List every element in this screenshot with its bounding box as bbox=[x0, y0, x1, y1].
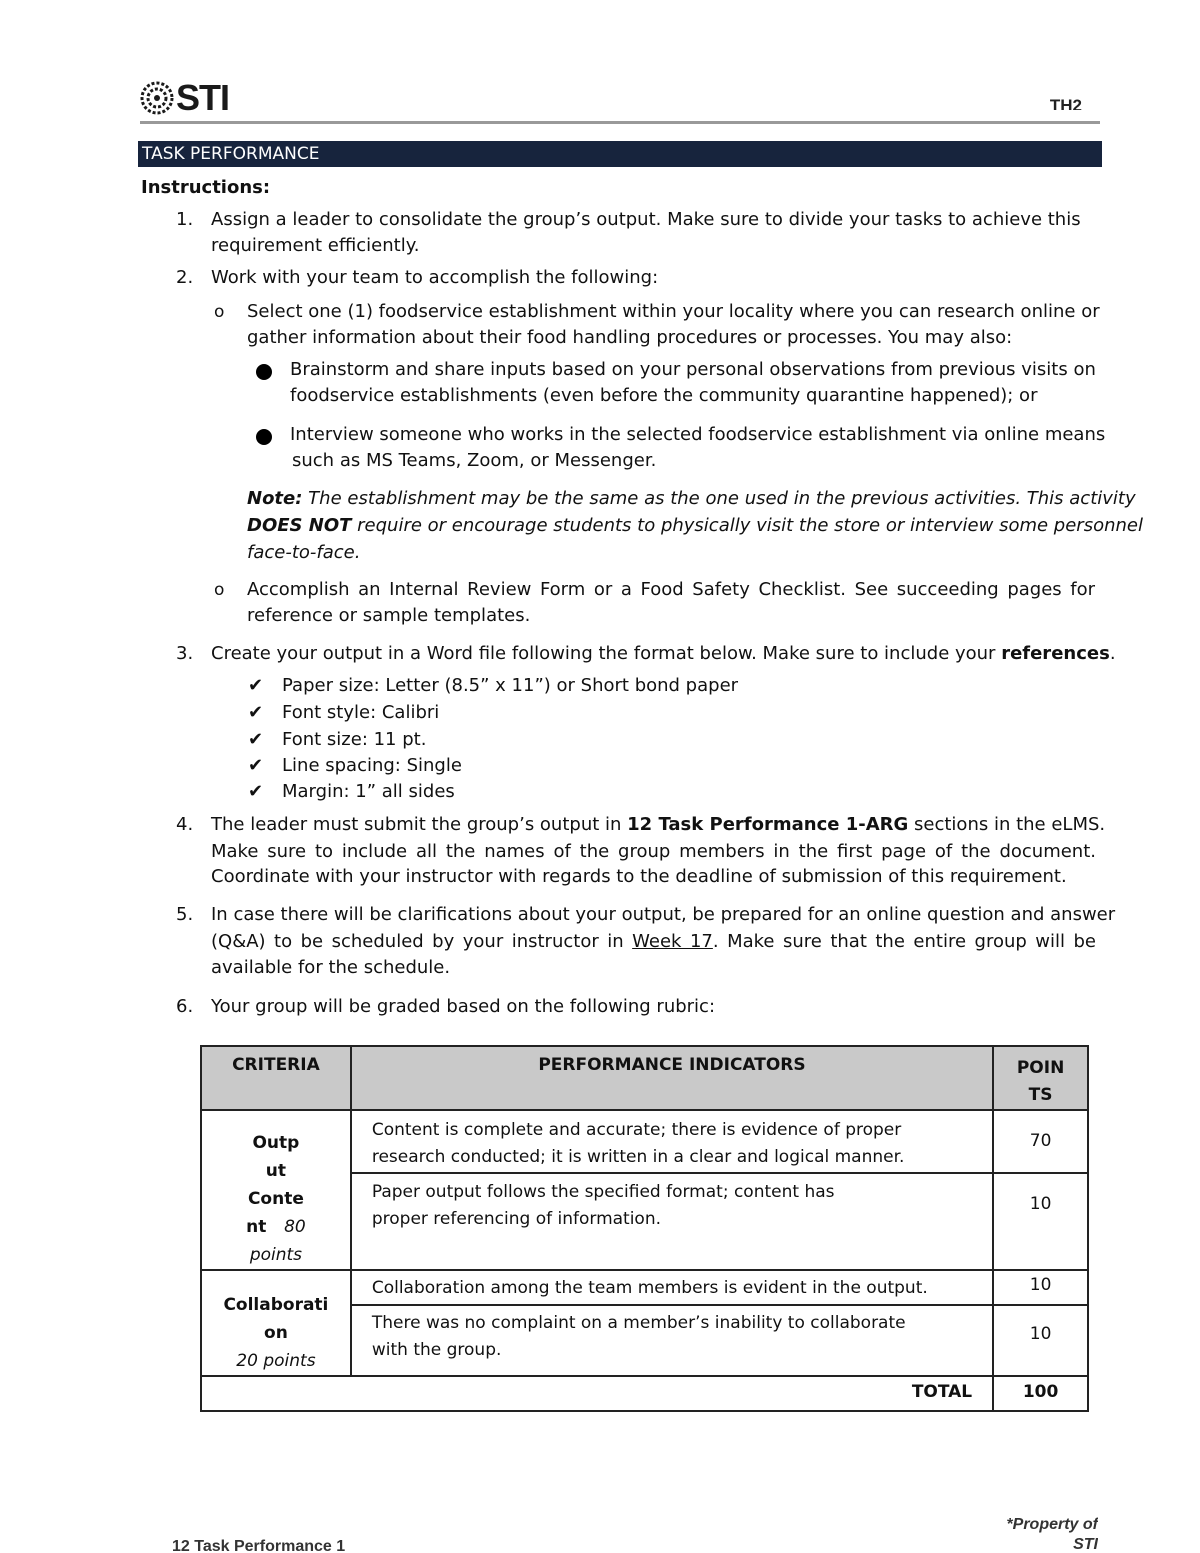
bullet-2-line-1: Interview someone who works in the selected foodservice establishment via online means bbox=[290, 424, 1106, 445]
format-item: Font style: Calibri bbox=[282, 702, 440, 723]
header-rule bbox=[140, 121, 1100, 124]
checkmark-icon: ✔ bbox=[248, 702, 264, 723]
bullet-2-line-2: such as MS Teams, Zoom, or Messenger. bbox=[292, 450, 657, 471]
note-line-3: face-to-face. bbox=[247, 542, 361, 563]
indicator-cell bbox=[351, 1305, 993, 1376]
header-criteria bbox=[201, 1046, 351, 1110]
indicator-text: proper referencing of information. bbox=[371, 1209, 662, 1230]
footer-property-line-1: *Property of bbox=[1006, 1516, 1098, 1533]
criteria-output-content bbox=[201, 1110, 351, 1270]
item-5-text-end: . Make sure that the entire group will be bbox=[712, 931, 1096, 952]
criteria-points: 80 bbox=[284, 1217, 306, 1237]
indicator-text: with the group. bbox=[371, 1340, 502, 1361]
rubric-table bbox=[200, 1045, 1089, 1412]
criteria-points: 20 points bbox=[236, 1351, 316, 1371]
total-row bbox=[201, 1376, 1088, 1411]
logo-text: STI bbox=[176, 77, 230, 118]
criteria-text: ut bbox=[265, 1161, 287, 1181]
item-4-text-end: sections in the eLMS. bbox=[908, 814, 1106, 835]
header-points bbox=[993, 1046, 1088, 1110]
item-3-punct: . bbox=[1109, 643, 1116, 664]
bullet-1-line-1: Brainstorm and share inputs based on your personal observations from previous visits on bbox=[290, 359, 1096, 380]
item-5-line-2 bbox=[211, 931, 1096, 952]
table-header-row bbox=[201, 1046, 1088, 1110]
format-item: Margin: 1” all sides bbox=[282, 781, 455, 802]
item-4-bold: 12 Task Performance 1-ARG bbox=[627, 814, 909, 835]
note-text-2: require or encourage students to physically visit the store or interview some personnel bbox=[351, 515, 1143, 536]
item-5-line-1: In case there will be clarifications about your output, be prepared for an online question and answer bbox=[211, 904, 1116, 925]
item-3-line-1 bbox=[211, 643, 1116, 664]
header-points-line-2: TS bbox=[1028, 1085, 1053, 1105]
item-number: 4. bbox=[176, 814, 194, 835]
bullet-1-line-2: foodservice establishments (even before the community quarantine happened); or bbox=[290, 385, 1038, 406]
criteria-collaboration bbox=[201, 1270, 351, 1376]
table-row bbox=[201, 1270, 1088, 1305]
checkmark-icon: ✔ bbox=[248, 755, 264, 776]
instructions-label: Instructions: bbox=[141, 177, 271, 198]
section-title: TASK PERFORMANCE bbox=[138, 141, 1102, 167]
note-text-1: The establishment may be the same as the one used in the previous activities. This activity bbox=[302, 488, 1136, 509]
format-item: Line spacing: Single bbox=[282, 755, 462, 776]
checkmark-icon: ✔ bbox=[248, 781, 264, 802]
item-4-line-1 bbox=[211, 814, 1106, 835]
document-code: TH2 bbox=[1049, 96, 1082, 110]
header-points-line-1: POIN bbox=[1016, 1058, 1065, 1078]
item-number: 6. bbox=[176, 996, 194, 1017]
globe-logo-icon bbox=[140, 81, 174, 115]
filled-bullet-icon bbox=[256, 429, 272, 445]
accomplish-line-2: reference or sample templates. bbox=[247, 605, 531, 626]
points-cell: 10 bbox=[993, 1173, 1088, 1270]
table-row bbox=[201, 1110, 1088, 1173]
note-line-2 bbox=[247, 515, 1143, 536]
item-4-line-2: Make sure to include all the names of the group members in the first page of the document. bbox=[211, 841, 1096, 862]
format-item: Font size: 11 pt. bbox=[282, 729, 427, 750]
footer-title: 12 Task Performance 1 bbox=[172, 1538, 346, 1553]
item-number: 5. bbox=[176, 904, 194, 925]
footer-property-line-2: STI bbox=[1073, 1536, 1098, 1553]
indicator-text: Collaboration among the team members is evident in the output. bbox=[371, 1278, 928, 1298]
item-number: 1. bbox=[176, 209, 194, 230]
note-emphasis: DOES NOT bbox=[247, 515, 352, 536]
total-value: 100 bbox=[993, 1376, 1088, 1411]
format-item: Paper size: Letter (8.5” x 11”) or Short bond paper bbox=[282, 675, 739, 696]
total-label: TOTAL bbox=[201, 1376, 993, 1411]
hollow-bullet-icon: o bbox=[214, 302, 225, 322]
criteria-text: Collaborati bbox=[223, 1295, 329, 1315]
indicator-cell bbox=[351, 1270, 993, 1305]
indicator-text: Paper output follows the specified format; content has bbox=[371, 1182, 835, 1203]
criteria-text: Conte bbox=[247, 1189, 304, 1209]
week-reference: Week 17 bbox=[632, 931, 713, 952]
item-1-line-1: Assign a leader to consolidate the group’s output. Make sure to divide your tasks to achieve this bbox=[211, 209, 1081, 230]
note-label: Note: bbox=[247, 488, 303, 509]
item-4-line-3: Coordinate with your instructor with regards to the deadline of submission of this requirement. bbox=[211, 866, 1067, 887]
header-indicators-label: PERFORMANCE INDICATORS bbox=[538, 1055, 806, 1075]
points-cell: 10 bbox=[993, 1270, 1088, 1305]
indicator-cell bbox=[351, 1173, 993, 1270]
points-cell: 10 bbox=[993, 1305, 1088, 1376]
filled-bullet-icon bbox=[256, 364, 272, 380]
item-5-text: (Q&A) to be scheduled by your instructor in bbox=[211, 931, 633, 952]
criteria-text: nt bbox=[246, 1217, 267, 1237]
indicator-text: research conducted; it is written in a clear and logical manner. bbox=[371, 1147, 905, 1167]
item-number: 2. bbox=[176, 267, 194, 288]
indicator-text: Content is complete and accurate; there is evidence of proper bbox=[371, 1120, 902, 1140]
criteria-text: Outp bbox=[252, 1133, 300, 1153]
sti-logo bbox=[140, 77, 230, 118]
indicator-text: There was no complaint on a member’s inability to collaborate bbox=[371, 1313, 906, 1334]
note-line-1 bbox=[247, 488, 1136, 509]
footer-property bbox=[1006, 1515, 1098, 1553]
criteria-text: on bbox=[264, 1323, 288, 1343]
criteria-points: points bbox=[249, 1245, 303, 1265]
item-1-line-2: requirement efficiently. bbox=[211, 235, 420, 256]
accomplish-line-1: Accomplish an Internal Review Form or a Food Safety Checklist. See succeeding pages for bbox=[247, 579, 1095, 600]
item-number: 3. bbox=[176, 643, 194, 664]
checkmark-icon: ✔ bbox=[248, 729, 264, 750]
item-5-line-3: available for the schedule. bbox=[211, 957, 451, 978]
hollow-bullet-icon: o bbox=[214, 580, 225, 600]
select-line-2: gather information about their food handling procedures or processes. You may also: bbox=[247, 327, 1013, 348]
indicator-cell bbox=[351, 1110, 993, 1173]
header-criteria-label: CRITERIA bbox=[232, 1055, 320, 1075]
item-6-line-1: Your group will be graded based on the following rubric: bbox=[211, 996, 716, 1017]
points-cell: 70 bbox=[993, 1110, 1088, 1173]
item-3-text: Create your output in a Word file following the format below. Make sure to include your bbox=[211, 643, 1002, 664]
select-line-1: Select one (1) foodservice establishment within your locality where you can research online or bbox=[247, 301, 1100, 322]
item-4-text: The leader must submit the group’s output in bbox=[211, 814, 628, 835]
item-3-bold: references bbox=[1001, 643, 1110, 664]
item-2-line-1: Work with your team to accomplish the following: bbox=[211, 267, 659, 288]
header-indicators bbox=[351, 1046, 993, 1110]
checkmark-icon: ✔ bbox=[248, 675, 264, 696]
